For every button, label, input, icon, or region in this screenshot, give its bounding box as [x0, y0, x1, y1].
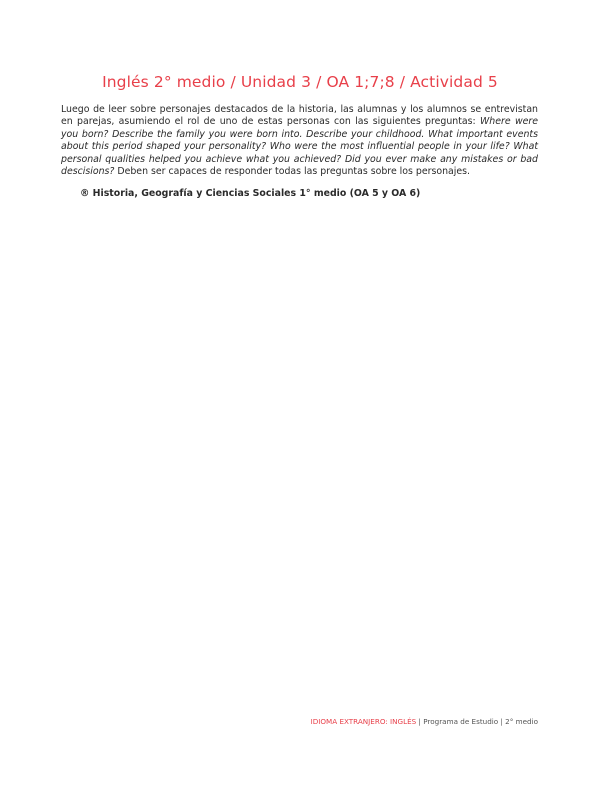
footer-subject: IDIOMA EXTRANJERO: INGLÉS: [310, 717, 417, 726]
page-footer: [311, 717, 538, 726]
interview-questions: Where were you born? Describe the family you were born into. Describe your childhood. What important events about this period shaped your personality? Who were the most influential people in your life? What personal qualities helped you achieve what you achieved? Did you ever make any mistakes or bad descisions?: [61, 116, 539, 178]
activity-title: Inglés 2° medio / Unidad 3 / OA 1;7;8 / Actividad 5: [102, 73, 498, 91]
activity-description: [61, 104, 538, 178]
footer-grade: 2° medio: [505, 717, 538, 726]
description-outro: Deben ser capaces de responder todas las preguntas sobre los personajes.: [114, 166, 471, 178]
description-intro: Luego de leer sobre personajes destacados de la historia, las alumnas y los alumnos se entrevistan en parejas, asumiendo el rol de uno de estas personas con las siguientes preguntas:: [61, 104, 538, 128]
footer-program: Programa de Estudio: [423, 717, 499, 726]
footer-separator: |: [416, 717, 424, 726]
footer-separator-2: |: [498, 717, 506, 726]
cross-curricular-reference: ® Historia, Geografía y Ciencias Sociales 1° medio (OA 5 y OA 6): [80, 188, 421, 199]
